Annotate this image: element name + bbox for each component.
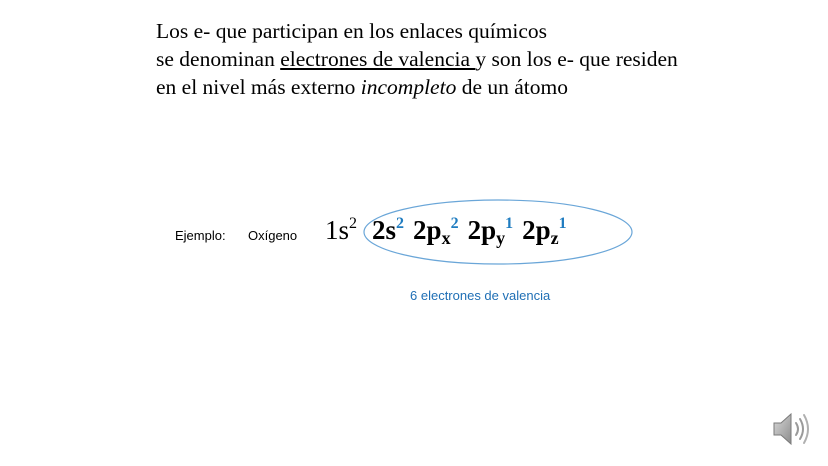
orbital-valence-3-label: 2p bbox=[467, 215, 497, 245]
orbital-valence-2-label: 2p bbox=[413, 215, 442, 245]
intro-text bbox=[156, 17, 816, 101]
orbital-core-label: 1s bbox=[325, 215, 350, 245]
orbital-core bbox=[325, 210, 357, 250]
orbital-valence-4-label: 2p bbox=[522, 215, 551, 245]
orbital-valence-3-sub: y bbox=[496, 228, 506, 248]
speaker-wave-3 bbox=[804, 415, 808, 443]
example-label: Ejemplo: bbox=[175, 228, 226, 243]
valence-caption: 6 electrones de valencia bbox=[410, 288, 551, 303]
orbital-valence-3 bbox=[468, 210, 514, 250]
intro-line-2-pre: se denominan bbox=[156, 47, 281, 71]
intro-line-3-pre: en el nivel más externo bbox=[156, 75, 361, 99]
intro-line-2 bbox=[156, 45, 816, 73]
intro-line-1: Los e- que participan en los enlaces químicos bbox=[156, 19, 548, 43]
orbital-valence-3-electrons: 1 bbox=[505, 215, 514, 232]
orbital-valence-1-label: 2s bbox=[372, 215, 397, 245]
orbital-valence-2 bbox=[413, 210, 459, 250]
intro-line-3-post: de un átomo bbox=[456, 75, 568, 99]
speaker-wave-1 bbox=[796, 423, 798, 435]
speaker-icon[interactable] bbox=[770, 409, 814, 449]
incomplete-term: incompleto bbox=[360, 75, 457, 99]
speaker-body bbox=[774, 414, 791, 444]
intro-line-2-post: y son los e- que residen bbox=[475, 47, 678, 71]
valence-electrons-term: electrones de valencia bbox=[280, 47, 476, 71]
intro-line-3 bbox=[156, 73, 816, 101]
orbital-valence-1 bbox=[372, 210, 404, 250]
orbital-valence-4-sub: z bbox=[550, 228, 559, 248]
electron-configuration bbox=[325, 210, 567, 250]
orbital-valence-1-electrons: 2 bbox=[396, 215, 405, 232]
speaker-wave-2 bbox=[800, 419, 803, 439]
orbital-valence-2-sub: x bbox=[441, 228, 451, 248]
orbital-core-electrons: 2 bbox=[349, 215, 358, 232]
orbital-valence-4 bbox=[522, 210, 567, 250]
orbital-valence-2-electrons: 2 bbox=[450, 215, 459, 232]
orbital-valence-4-electrons: 1 bbox=[558, 215, 567, 232]
element-name: Oxígeno bbox=[248, 228, 298, 243]
